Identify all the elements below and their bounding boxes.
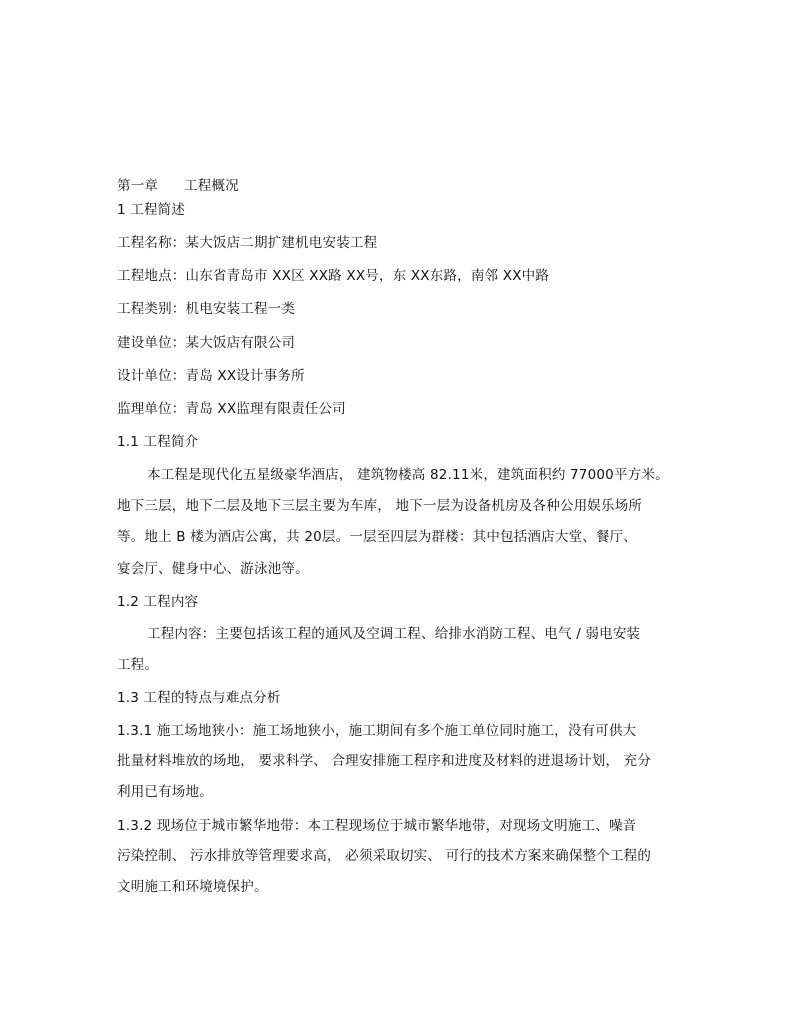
chapter-number: 第一章 <box>117 178 159 194</box>
paragraph-line: 1.3.1 施工场地狭小：施工场地狭小，施工期间有多个施工单位同时施工，没有可供大 <box>117 723 637 739</box>
paragraph-line: 污染控制、 污水排放等管理要求高， 必须采取切实、 可行的技术方案来确保整个工程的 <box>117 848 652 864</box>
subsection-heading: 1.1 工程简介 <box>117 434 199 450</box>
paragraph-line: 等。地上 B 楼为酒店公寓，共 20层。一层至四层为群楼：其中包括酒店大堂、餐厅、 <box>117 529 638 545</box>
info-project-category: 工程类别：机电安装工程一类 <box>117 301 296 317</box>
info-client: 建设单位：某大饭店有限公司 <box>117 335 296 351</box>
subsection-heading: 1.2 工程内容 <box>117 594 199 610</box>
paragraph-line: 1.3.2 现场位于城市繁华地带：本工程现场位于城市繁华地带，对现场文明施工、噪音 <box>117 818 637 834</box>
paragraph-line: 工程。 <box>117 657 159 673</box>
paragraph-line: 利用已有场地。 <box>117 784 213 800</box>
info-designer: 设计单位：青岛 XX设计事务所 <box>117 368 305 384</box>
paragraph-line: 本工程是现代化五星级豪华酒店， 建筑物楼高 82.11米，建筑面积约 77000平方米。 <box>147 467 669 483</box>
paragraph-line: 宴会厅、健身中心、游泳池等。 <box>117 561 309 577</box>
info-project-location: 工程地点：山东省青岛市 XX区 XX路 XX号，东 XX东路，南邻 XX中路 <box>117 268 550 284</box>
paragraph-line: 文明施工和环境境保护。 <box>117 879 268 895</box>
chapter-title: 工程概况 <box>184 178 239 194</box>
paragraph-line: 工程内容：主要包括该工程的通风及空调工程、给排水消防工程、电气 / 弱电安装 <box>147 626 641 642</box>
section-heading: 1 工程简述 <box>117 202 186 218</box>
chapter-heading <box>117 177 239 195</box>
info-project-name: 工程名称：某大饭店二期扩建机电安装工程 <box>117 235 378 251</box>
paragraph-line: 批量材料堆放的场地， 要求科学、 合理安排施工程序和进度及材料的进退场计划， 充分 <box>117 753 652 769</box>
info-supervisor: 监理单位：青岛 XX监理有限责任公司 <box>117 401 346 417</box>
paragraph-line: 地下三层，地下二层及地下三层主要为车库， 地下一层为设备机房及各种公用娱乐场所 <box>117 498 643 514</box>
subsection-heading: 1.3 工程的特点与难点分析 <box>117 690 281 706</box>
